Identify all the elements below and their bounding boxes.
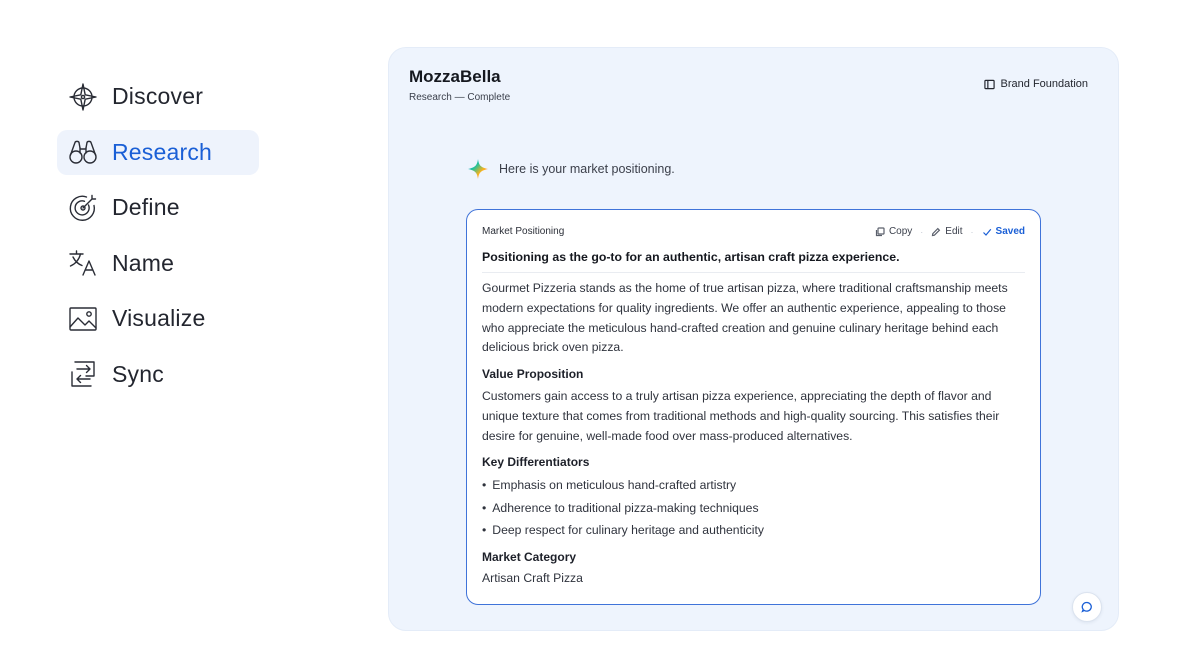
sidebar-item-name[interactable] — [57, 241, 259, 286]
compass-icon — [66, 80, 100, 114]
translate-icon — [66, 246, 100, 280]
sidebar-item-sync[interactable] — [57, 352, 259, 397]
list-item: • Deep respect for culinary heritage and authenticity — [482, 519, 764, 542]
market-positioning-card — [466, 209, 1041, 605]
sidebar-item-define[interactable] — [57, 185, 259, 230]
edit-label: Edit — [945, 226, 963, 237]
card-header — [482, 226, 1025, 237]
project-title: MozzaBella — [409, 67, 501, 86]
chat-bubble-icon — [1081, 601, 1093, 613]
edit-button[interactable] — [931, 226, 962, 237]
check-icon — [982, 227, 992, 237]
sidebar-item-label: Research — [112, 138, 213, 165]
sidebar-item-label: Discover — [112, 83, 204, 109]
assistant-message — [466, 157, 675, 181]
separator-dot: · — [970, 226, 974, 237]
value-proposition-text: Customers gain access to a truly artisan pizza experience, appreciating the depth of flavor and unique texture that comes from traditional methods and high-quality sourcing. This satisfies their desire for genuine, well-made food over mass-produced alternatives. — [482, 389, 1000, 443]
copy-button[interactable] — [875, 226, 912, 237]
list-item: • Emphasis on meticulous hand-crafted artistry — [482, 474, 764, 497]
target-icon — [66, 191, 100, 225]
sidebar-item-discover[interactable] — [57, 74, 259, 119]
positioning-intro: Gourmet Pizzeria stands as the home of true artisan pizza, where traditional craftsmanship meets modern expectations for quality ingredients. We offer an authentic experience, appealing to those who appreciate the meticulous hand-crafted creation and genuine culinary heritage behind each delicious brick oven pizza. — [482, 281, 1008, 355]
brand-foundation-button[interactable] — [984, 78, 1088, 90]
pencil-icon — [931, 227, 941, 237]
sidebar-item-visualize[interactable] — [57, 296, 259, 341]
research-panel — [388, 47, 1119, 631]
binoculars-icon — [66, 135, 100, 169]
saved-indicator — [982, 226, 1025, 237]
assistant-text: Here is your market positioning. — [499, 162, 675, 176]
sidebar-item-label: Define — [112, 194, 180, 221]
differentiators-list — [482, 474, 764, 542]
divider — [482, 272, 1025, 273]
separator-dot: · — [920, 226, 924, 237]
sidebar-item-label: Visualize — [112, 305, 206, 332]
chat-button[interactable] — [1072, 592, 1102, 622]
copy-label: Copy — [888, 226, 913, 237]
sidebar-nav — [57, 74, 259, 408]
sidebar-item-label: Name — [112, 249, 175, 276]
sidebar-item-label: Sync — [112, 360, 164, 387]
card-label: Market Positioning — [482, 226, 565, 237]
market-category-value: Artisan Craft Pizza — [482, 571, 583, 585]
image-icon — [66, 302, 100, 336]
value-proposition-title: Value Proposition — [482, 367, 584, 381]
brand-foundation-label: Brand Foundation — [1000, 78, 1088, 90]
sparkle-icon — [466, 157, 490, 181]
key-differentiators-title: Key Differentiators — [482, 455, 590, 469]
list-item: • Adherence to traditional pizza-making techniques — [482, 497, 764, 520]
sidebar-panel-icon — [984, 79, 995, 90]
sync-icon — [66, 357, 100, 391]
saved-label: Saved — [995, 226, 1025, 237]
card-actions — [875, 226, 1025, 237]
copy-icon — [875, 227, 885, 237]
project-status: Research — Complete — [409, 92, 511, 103]
positioning-headline: Positioning as the go-to for an authentic, artisan craft pizza experience. — [482, 250, 900, 264]
sidebar-item-research[interactable] — [57, 130, 259, 175]
market-category-title: Market Category — [482, 550, 577, 564]
